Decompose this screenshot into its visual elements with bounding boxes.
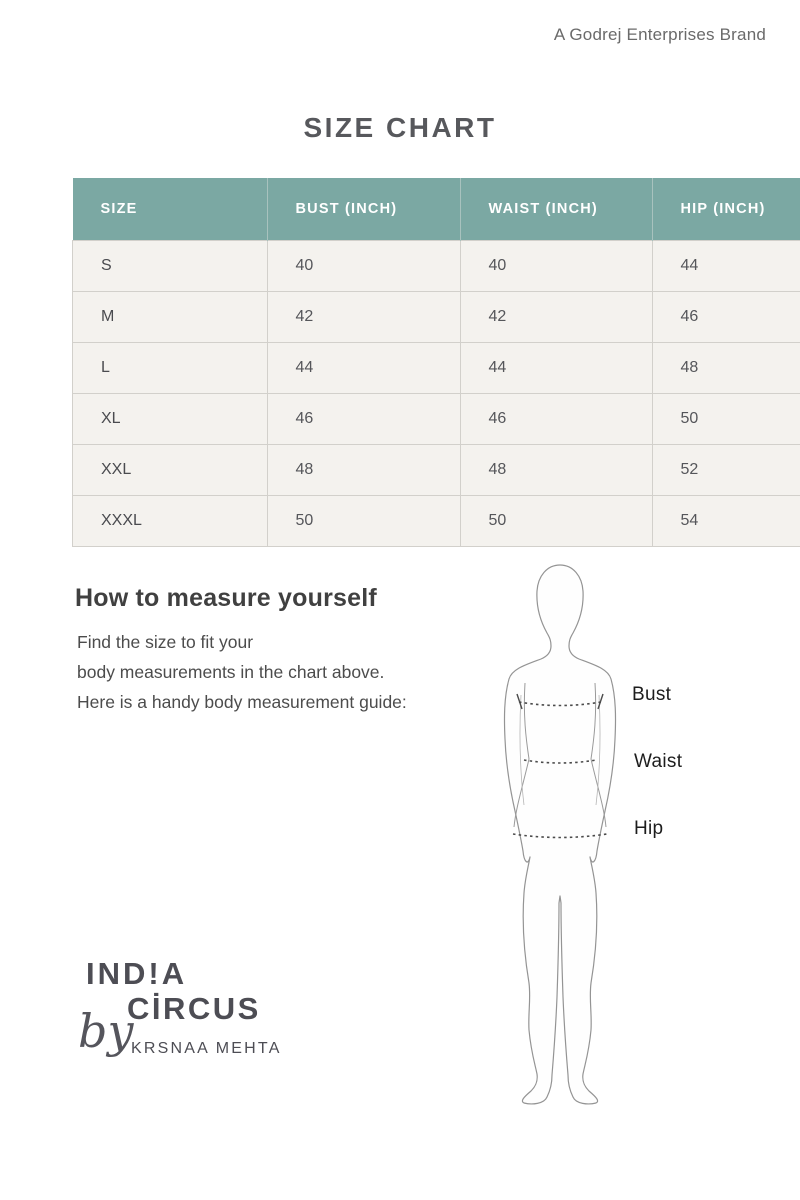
col-size: SIZE xyxy=(73,178,268,241)
size-cell: XL xyxy=(73,394,268,445)
col-bust: BUST (INCH) xyxy=(267,178,460,241)
logo-by-script: by xyxy=(78,1004,134,1058)
size-table xyxy=(72,178,800,547)
table-row xyxy=(73,394,800,445)
body-figure-illustration xyxy=(483,553,653,1113)
measure-line-1: Find the size to fit your xyxy=(77,632,254,652)
hip-label: Hip xyxy=(634,818,664,839)
hip-cell: 44 xyxy=(652,241,800,292)
measure-heading: How to measure yourself xyxy=(75,584,377,612)
bust-cell: 44 xyxy=(267,343,460,394)
page-title: SIZE CHART xyxy=(303,112,497,143)
waist-cell: 50 xyxy=(460,496,652,547)
size-table-header xyxy=(73,178,800,241)
bust-cell: 46 xyxy=(267,394,460,445)
table-row xyxy=(73,343,800,394)
header-row xyxy=(73,178,800,241)
logo-circus-text: CİRCUS xyxy=(127,991,261,1026)
waist-cell: 44 xyxy=(460,343,652,394)
logo-designer-name: KRSNAA MEHTA xyxy=(131,1040,282,1057)
size-cell: S xyxy=(73,241,268,292)
waist-cell: 48 xyxy=(460,445,652,496)
hip-cell: 48 xyxy=(652,343,800,394)
size-cell: XXL xyxy=(73,445,268,496)
col-hip: HIP (INCH) xyxy=(652,178,800,241)
bust-cell: 50 xyxy=(267,496,460,547)
measure-line-3: Here is a handy body measurement guide: xyxy=(77,692,407,712)
measure-instructions xyxy=(77,627,407,717)
hip-cell: 50 xyxy=(652,394,800,445)
table-row xyxy=(73,292,800,343)
bust-cell: 42 xyxy=(267,292,460,343)
size-cell: L xyxy=(73,343,268,394)
bust-cell: 40 xyxy=(267,241,460,292)
bust-label: Bust xyxy=(632,684,672,705)
hip-cell: 54 xyxy=(652,496,800,547)
hip-cell: 52 xyxy=(652,445,800,496)
hip-cell: 46 xyxy=(652,292,800,343)
logo-india-text: IND!A xyxy=(86,956,188,991)
body-silhouette-svg xyxy=(483,553,653,1113)
waist-cell: 42 xyxy=(460,292,652,343)
waist-cell: 46 xyxy=(460,394,652,445)
table-row xyxy=(73,445,800,496)
size-cell: XXXL xyxy=(73,496,268,547)
size-table-body xyxy=(73,241,800,547)
bust-cell: 48 xyxy=(267,445,460,496)
size-cell: M xyxy=(73,292,268,343)
measure-line-2: body measurements in the chart above. xyxy=(77,662,385,682)
waist-cell: 40 xyxy=(460,241,652,292)
col-waist: WAIST (INCH) xyxy=(460,178,652,241)
table-row xyxy=(73,241,800,292)
table-row xyxy=(73,496,800,547)
waist-label: Waist xyxy=(634,751,683,772)
brand-line: A Godrej Enterprises Brand xyxy=(553,25,766,44)
